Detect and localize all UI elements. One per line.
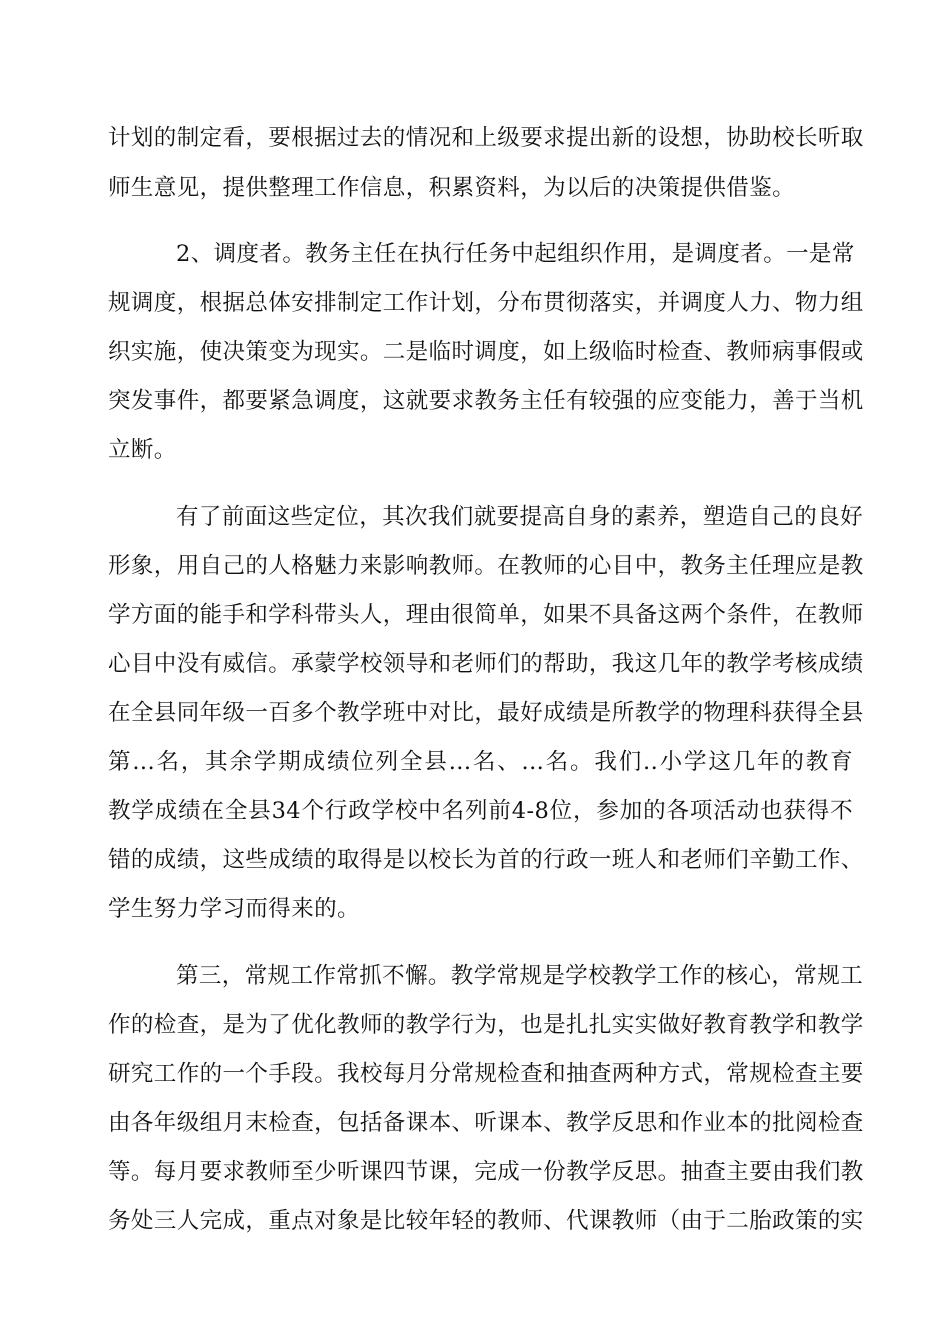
text-line: 规调度，根据总体安排制定工作计划，分布贯彻落实，并调度人力、物力组: [108, 290, 864, 316]
text-line: 等。每月要求教师至少听课四节课，完成一份教学反思。抽查主要由我们教: [108, 1159, 864, 1185]
text-line: 学方面的能手和学科带头人，理由很简单，如果不具备这两个条件，在教师: [108, 602, 864, 628]
text-line: 第三，常规工作常抓不懈。教学常规是学校教学工作的核心，常规工: [176, 963, 864, 989]
text-line: 师生意见，提供整理工作信息，积累资料，为以后的决策提供借鉴。: [108, 175, 796, 201]
text-line: 作的检查，是为了优化教师的教学行为，也是扎扎实实做好教育教学和教学: [108, 1012, 864, 1038]
text-line: 务处三人完成，重点对象是比较年轻的教师、代课教师（由于二胎政策的实: [108, 1208, 864, 1234]
text-line: 立断。: [108, 437, 177, 463]
text-line: 形象，用自己的人格魅力来影响教师。在教师的心目中，教务主任理应是教: [108, 553, 864, 579]
text-line: 突发事件，都要紧急调度，这就要求教务主任有较强的应变能力，善于当机: [108, 388, 864, 414]
text-line: 学生努力学习而得来的。: [108, 896, 360, 922]
text-line: 错的成绩，这些成绩的取得是以校长为首的行政一班人和老师们辛勤工作、: [108, 847, 864, 873]
text-line: 教学成绩在全县34个行政学校中名列前4-8位，参加的各项活动也获得不: [108, 798, 853, 824]
text-line: 研究工作的一个手段。我校每月分常规检查和抽查两种方式，常规检查主要: [108, 1061, 864, 1087]
text-line: 织实施，使决策变为现实。二是临时调度，如上级临时检查、教师病事假或: [108, 339, 864, 365]
text-line: 有了前面这些定位，其次我们就要提高自身的素养，塑造自己的良好: [176, 504, 864, 530]
text-line: 计划的制定看，要根据过去的情况和上级要求提出新的设想，协助校长听取: [108, 125, 864, 151]
text-line: 在全县同年级一百多个教学班中对比，最好成绩是所教学的物理科获得全县: [108, 700, 864, 726]
text-line: 由各年级组月末检查，包括备课本、听课本、教学反思和作业本的批阅检查: [108, 1110, 864, 1136]
text-line: 心目中没有威信。承蒙学校领导和老师们的帮助，我这几年的教学考核成绩: [108, 651, 864, 677]
text-line: 2、调度者。教务主任在执行任务中起组织作用，是调度者。一是常: [176, 241, 855, 267]
text-line: 第...名，其余学期成绩位列全县...名、...名。我们..小学这几年的教育: [108, 749, 853, 775]
